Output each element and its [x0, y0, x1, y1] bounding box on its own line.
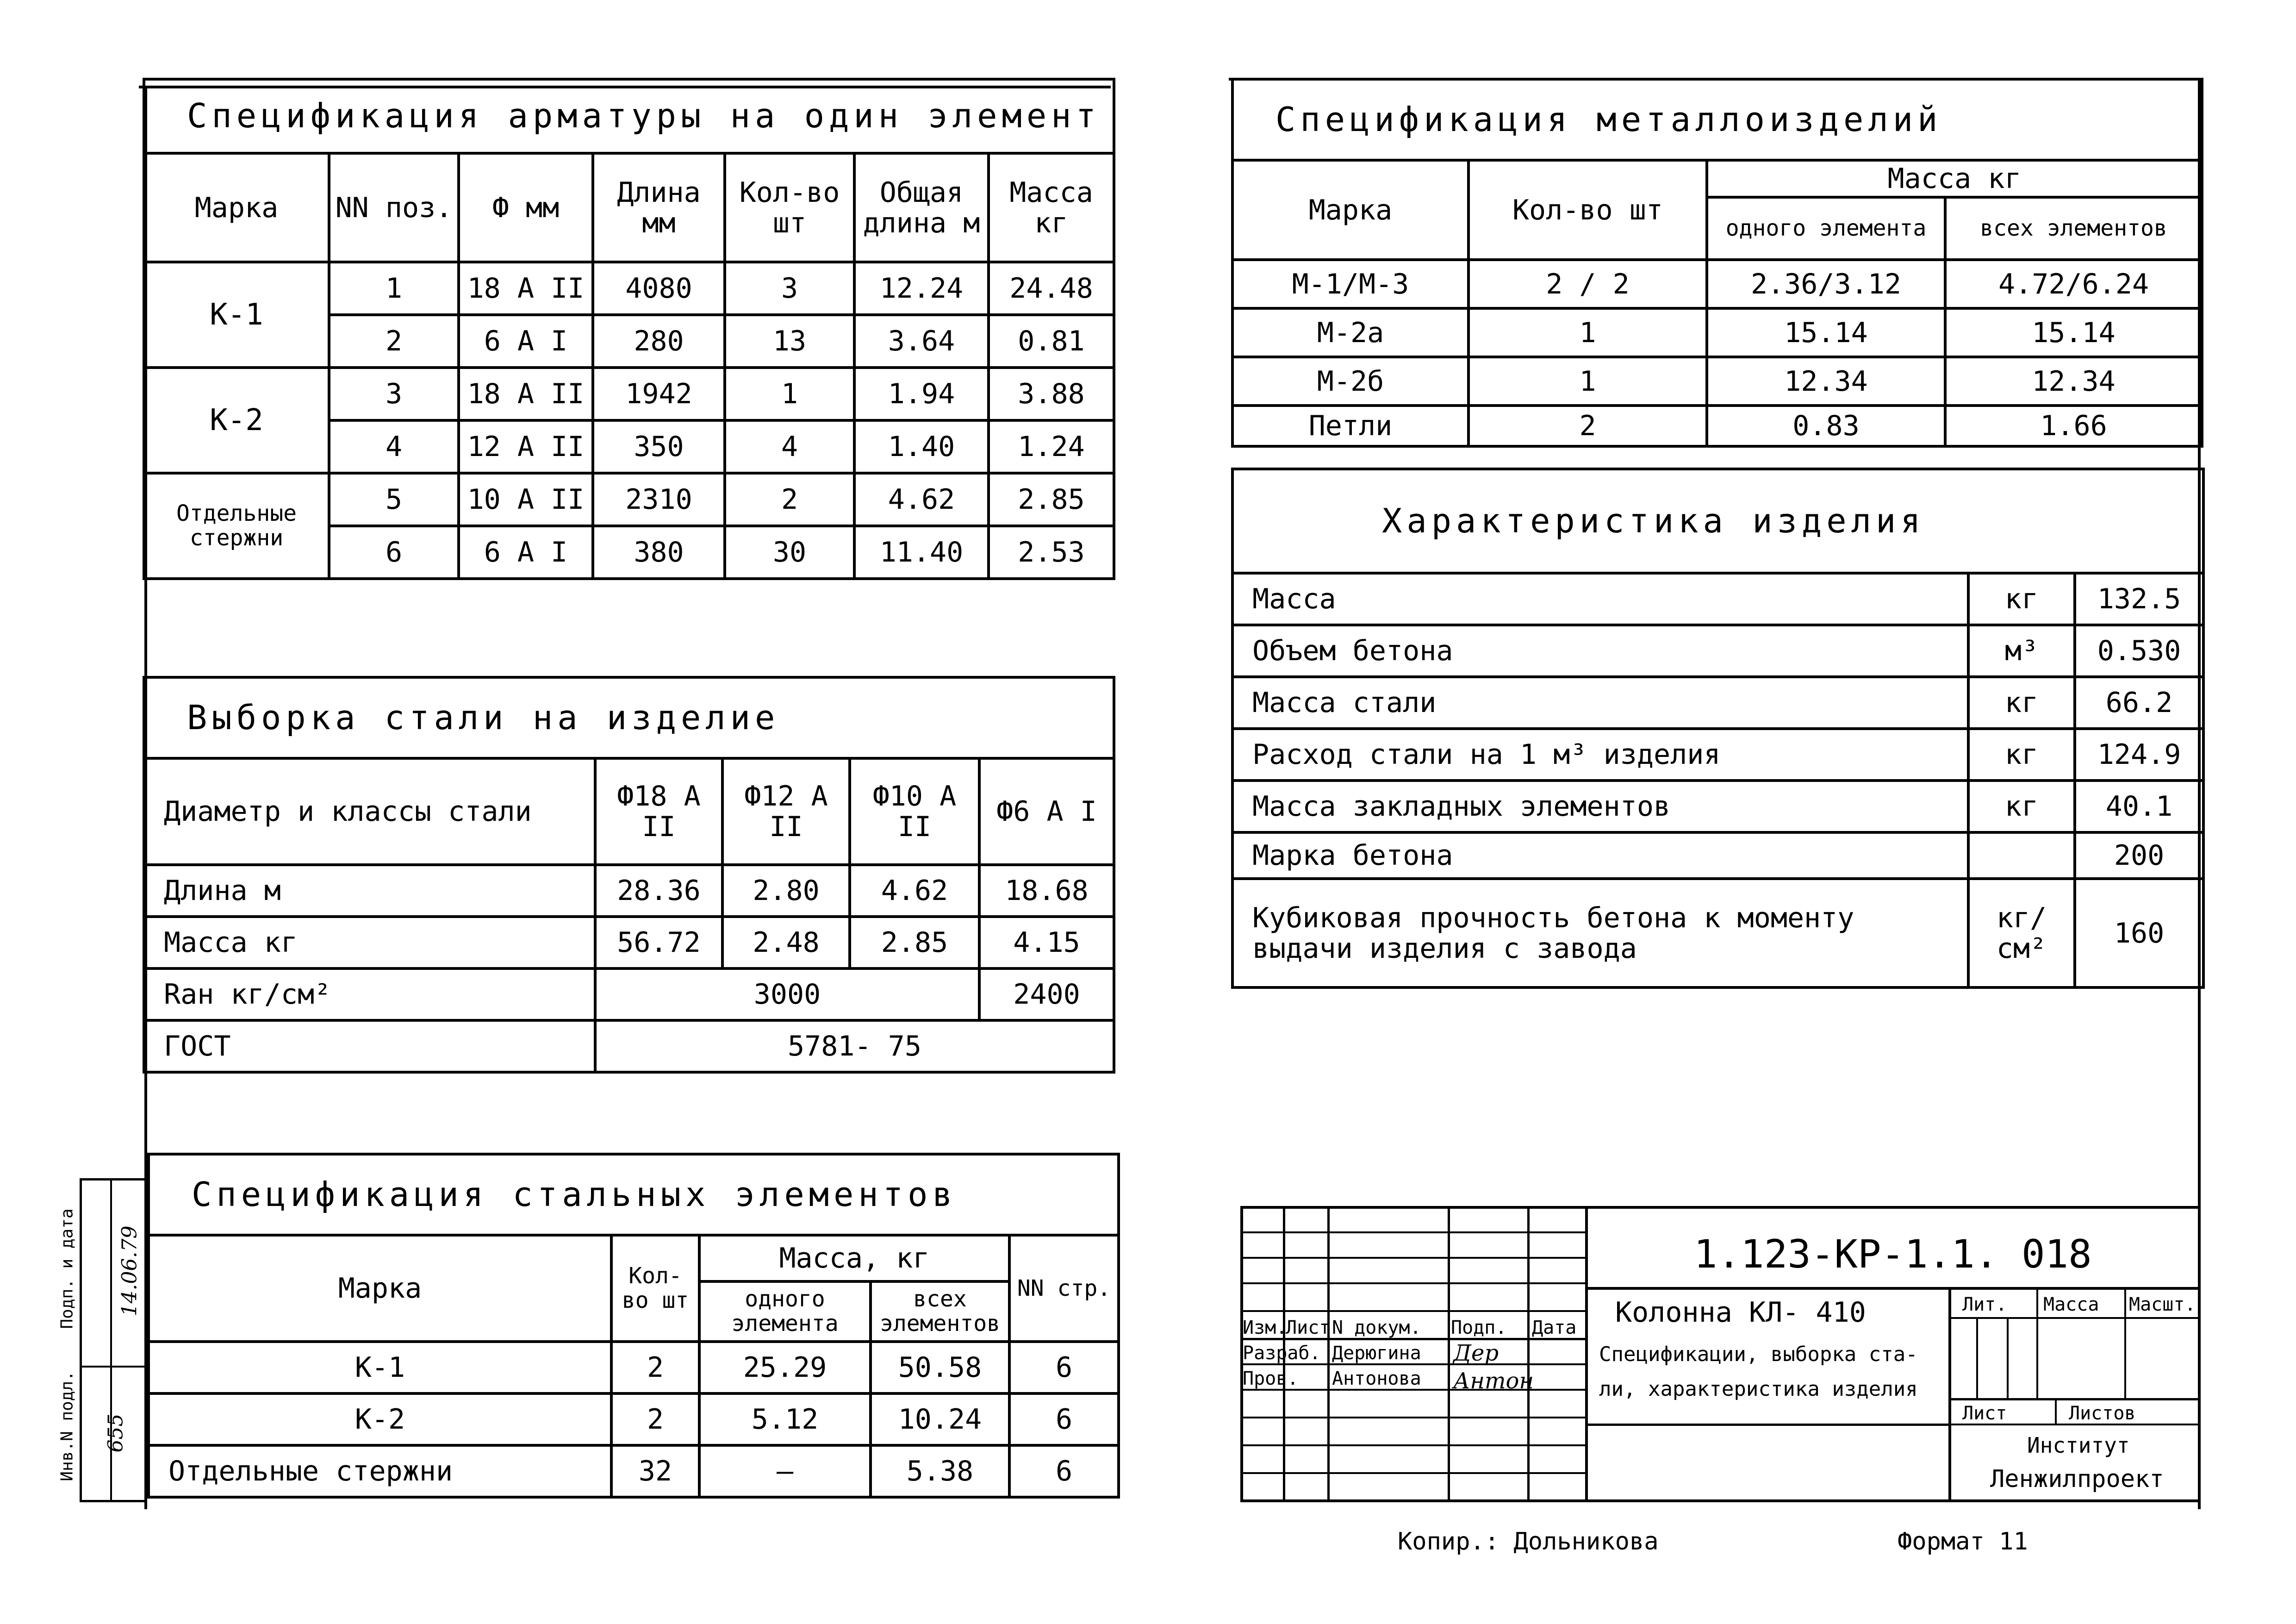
stamp-col-ndok: N докум.: [1332, 1317, 1421, 1338]
metalloizdeliya-title: Спецификация металлоизделий: [1232, 79, 2202, 160]
table-cell: 2: [1468, 406, 1707, 446]
stamp-col-izm: Изм.: [1243, 1317, 1288, 1338]
table-cell: 4: [725, 420, 854, 473]
metalloizdeliya-h-kol: Кол-во шт: [1468, 160, 1707, 260]
table-cell: Расход стали на 1 м³ изделия: [1232, 729, 1968, 781]
table-cell: 10 А II: [459, 473, 593, 526]
stamp-grid-line: [1240, 1417, 1585, 1418]
stamp-lit: Лит.: [1962, 1294, 2007, 1315]
armatura-h-massa: Масса кг: [989, 153, 1114, 262]
table-cell: Масса стали: [1232, 677, 1968, 729]
footer-copy: Копир.: Дольникова: [1398, 1528, 1659, 1555]
table-cell: 66.2: [2075, 677, 2203, 729]
footer-format: Формат 11: [1898, 1528, 2028, 1555]
table-cell: 10.24: [871, 1393, 1009, 1445]
table-cell: М-2б: [1232, 357, 1468, 406]
table-cell: 6: [1009, 1445, 1119, 1497]
vyborka-ra-label: Raн кг/см²: [144, 968, 595, 1020]
table-cell: М-1/М-3: [1232, 260, 1468, 308]
stamp-grid-line: [1948, 1287, 1951, 1502]
table-cell: 11.40: [854, 526, 989, 579]
org-line-1: Институт: [2027, 1433, 2130, 1458]
table-cell: 380: [593, 526, 725, 579]
drawing-code: 1.123-КР-1.1. 018: [1694, 1231, 2092, 1277]
table-cell: 1.94: [854, 368, 989, 420]
stalnye-h-kol: Кол-во шт: [611, 1235, 699, 1342]
table-cell: 160: [2075, 879, 2203, 987]
armatura-marka-otd: Отдельные стержни: [144, 473, 329, 579]
table-cell: 6: [1009, 1393, 1119, 1445]
table-cell: 1.40: [854, 420, 989, 473]
stalnye-h-vseh: всех элементов: [871, 1281, 1009, 1342]
table-cell: 32: [611, 1445, 699, 1497]
stalnye-h-massa: Масса, кг: [699, 1235, 1009, 1281]
table-cell: 1: [1468, 357, 1707, 406]
stamp-col-list: Лист: [1286, 1317, 1331, 1338]
vyborka-gost-value: 5781- 75: [595, 1020, 1114, 1072]
table-cell: 12.34: [1707, 357, 1945, 406]
table-cell: Кубиковая прочность бетона к моменту выдачи изделия с завода: [1232, 879, 1968, 987]
table-cell: 3: [725, 262, 854, 315]
table-cell: 280: [593, 315, 725, 368]
table-cell: Отдельные стержни: [149, 1445, 611, 1497]
table-cell: 3.64: [854, 315, 989, 368]
table-cell: 4080: [593, 262, 725, 315]
table-cell: 2.48: [722, 917, 850, 968]
table-cell: 4.72/6.24: [1945, 260, 2202, 308]
table-cell: 200: [2075, 832, 2203, 879]
stamp-grid-line: [1948, 1398, 2201, 1400]
table-cell: кг: [1968, 573, 2075, 625]
table-cell: 3: [329, 368, 459, 420]
armatura-h-obsh: Общая длина м: [854, 153, 989, 262]
table-cell: Марка бетона: [1232, 832, 1968, 879]
table-cell: 6 А I: [459, 315, 593, 368]
table-cell: Петли: [1232, 406, 1468, 446]
table-cell: 0.81: [989, 315, 1114, 368]
table-cell: 4.15: [979, 917, 1114, 968]
table-cell: Объем бетона: [1232, 625, 1968, 677]
stamp-grid-line: [1240, 1472, 1585, 1474]
table-cell: 30: [725, 526, 854, 579]
table-cell: 124.9: [2075, 729, 2203, 781]
table-cell: кг: [1968, 729, 2075, 781]
table-cell: 6: [329, 526, 459, 579]
table-cell: —: [699, 1445, 871, 1497]
table-cell: 12 А II: [459, 420, 593, 473]
stamp-list: Лист: [1962, 1403, 2007, 1424]
drawing-name-2: Спецификации, выборка ста-: [1599, 1343, 1918, 1366]
table-cell: 5.12: [699, 1393, 871, 1445]
stalnye-h-marka: Марка: [149, 1235, 611, 1342]
stamp-grid-line: [1327, 1206, 1330, 1502]
stamp-grid-line: [1240, 1310, 1585, 1312]
stamp-grid-line: [2036, 1287, 2038, 1398]
armatura-h-dlina: Длина мм: [593, 153, 725, 262]
table-cell: 5.38: [871, 1445, 1009, 1497]
table-cell: 18 А II: [459, 368, 593, 420]
table-cell: 6 А I: [459, 526, 593, 579]
vyborka-ra-value-1: 3000: [595, 968, 979, 1020]
table-cell: кг: [1968, 677, 2075, 729]
table-cell: [1968, 832, 2075, 879]
vyborka-title: Выборка стали на изделие: [144, 677, 1114, 758]
harakteristika-title: Характеристика изделия: [1232, 469, 2203, 573]
table-cell: 56.72: [595, 917, 722, 968]
table-cell: 1942: [593, 368, 725, 420]
table-cell: К-1: [149, 1342, 611, 1393]
stamp-sign-prov: Антон: [1453, 1368, 1534, 1394]
table-cell: 132.5: [2075, 573, 2203, 625]
stamp-sign-razrab: Дер: [1453, 1340, 1499, 1366]
vyborka-ra-value-2: 2400: [979, 968, 1114, 1020]
armatura-h-kol: Кол-во шт: [725, 153, 854, 262]
table-cell: 12.24: [854, 262, 989, 315]
stalnye-title: Спецификация стальных элементов: [149, 1154, 1119, 1235]
table-cell: 40.1: [2075, 781, 2203, 832]
harakteristika-table: [1231, 468, 2205, 989]
table-cell: 15.14: [1707, 308, 1945, 357]
table-cell: 0.83: [1707, 406, 1945, 446]
stamp-razrab-name: Дерюгина: [1332, 1343, 1421, 1364]
stamp-grid-line: [2124, 1287, 2126, 1398]
table-cell: 3.88: [989, 368, 1114, 420]
table-cell: 1: [1468, 308, 1707, 357]
side-podp-value: 14.06.79: [118, 1225, 142, 1317]
stamp-grid-line: [1585, 1424, 1948, 1426]
stamp-massa: Масса: [2043, 1294, 2099, 1315]
vyborka-col-12: Ф12 А II: [722, 758, 850, 865]
table-cell: 2310: [593, 473, 725, 526]
stalnye-table: [147, 1153, 1120, 1499]
armatura-marka-k2: К-2: [144, 368, 329, 473]
table-cell: 15.14: [1945, 308, 2202, 357]
stamp-col-podp: Подп.: [1451, 1317, 1507, 1338]
table-cell: Масса: [1232, 573, 1968, 625]
table-cell: 5: [329, 473, 459, 526]
stamp-listov: Листов: [2069, 1403, 2136, 1424]
table-cell: М-2а: [1232, 308, 1468, 357]
stamp-divider: [1585, 1206, 1588, 1502]
table-cell: 12.34: [1945, 357, 2202, 406]
stamp-grid-line: [1240, 1231, 1585, 1233]
stamp-grid-line: [1448, 1206, 1450, 1502]
table-cell: 4: [329, 420, 459, 473]
stamp-grid-line: [1976, 1317, 1978, 1398]
table-cell: 25.29: [699, 1342, 871, 1393]
metalloizdeliya-h-vseh: всех элементов: [1945, 197, 2202, 260]
side-podp-label: Подп. и дата: [57, 1208, 77, 1329]
armatura-h-diam: Ф мм: [459, 153, 593, 262]
table-cell: 13: [725, 315, 854, 368]
table-cell: кг: [1968, 781, 2075, 832]
vyborka-col-6: Ф6 А I: [979, 758, 1114, 865]
table-cell: 1: [725, 368, 854, 420]
table-cell: 2.85: [989, 473, 1114, 526]
vyborka-table: [143, 676, 1115, 1074]
stamp-grid-line: [1527, 1206, 1530, 1502]
stamp-grid-line: [2007, 1317, 2009, 1398]
stalnye-h-odnogo: одного элемента: [699, 1281, 871, 1342]
table-cell: 18.68: [979, 865, 1114, 917]
armatura-table: [143, 78, 1115, 580]
table-cell: 350: [593, 420, 725, 473]
table-cell: 2: [725, 473, 854, 526]
vyborka-dlina-label: Длина м: [144, 865, 595, 917]
table-cell: кг/см²: [1968, 879, 2075, 987]
metalloizdeliya-table: [1231, 78, 2203, 448]
table-cell: 4.62: [850, 865, 979, 917]
table-cell: 0.530: [2075, 625, 2203, 677]
stamp-grid-line: [1948, 1317, 2201, 1319]
stamp-prov-name: Антонова: [1332, 1368, 1421, 1389]
stamp-masshtab: Масшт.: [2129, 1294, 2196, 1315]
vyborka-gost-label: ГОСТ: [144, 1020, 595, 1072]
table-cell: 1: [329, 262, 459, 315]
table-cell: 2.85: [850, 917, 979, 968]
metalloizdeliya-h-odnogo: одного элемента: [1707, 197, 1945, 260]
metalloizdeliya-h-marka: Марка: [1232, 160, 1468, 260]
table-cell: 1.24: [989, 420, 1114, 473]
table-cell: 2.80: [722, 865, 850, 917]
stamp-grid-line: [2055, 1400, 2057, 1424]
vyborka-col-18: Ф18 А II: [595, 758, 722, 865]
table-cell: 4.62: [854, 473, 989, 526]
table-cell: 2: [611, 1393, 699, 1445]
vyborka-row-header: Диаметр и классы стали: [144, 758, 595, 865]
table-cell: 50.58: [871, 1342, 1009, 1393]
table-cell: Масса закладных элементов: [1232, 781, 1968, 832]
table-cell: м³: [1968, 625, 2075, 677]
table-cell: 2 / 2: [1468, 260, 1707, 308]
table-cell: 6: [1009, 1342, 1119, 1393]
table-cell: 1.66: [1945, 406, 2202, 446]
table-cell: К-2: [149, 1393, 611, 1445]
stalnye-h-str: NN стр.: [1009, 1235, 1119, 1342]
org-line-2: Ленжилпроект: [1990, 1465, 2164, 1493]
armatura-h-poz: NN поз.: [329, 153, 459, 262]
armatura-h-marka: Марка: [144, 153, 329, 262]
table-cell: 2: [611, 1342, 699, 1393]
vyborka-col-10: Ф10 А II: [850, 758, 979, 865]
vyborka-massa-label: Масса кг: [144, 917, 595, 968]
table-cell: 2.36/3.12: [1707, 260, 1945, 308]
table-cell: 24.48: [989, 262, 1114, 315]
stamp-col-data: Дата: [1532, 1317, 1577, 1338]
table-cell: 2.53: [989, 526, 1114, 579]
side-strip-line: [80, 1366, 147, 1368]
stamp-grid-line: [1240, 1444, 1585, 1446]
drawing-name-1: Колонна КЛ- 410: [1615, 1296, 1866, 1329]
stamp-grid-line: [1585, 1287, 2201, 1290]
stamp-razrab-label: Разраб.: [1243, 1343, 1321, 1364]
table-cell: 2: [329, 315, 459, 368]
armatura-marka-k1: К-1: [144, 262, 329, 368]
metalloizdeliya-h-massa: Масса кг: [1707, 160, 2202, 197]
stamp-grid-line: [1240, 1282, 1585, 1284]
side-inv-value: 655: [104, 1413, 128, 1453]
side-inv-label: Инв.N подл.: [57, 1371, 77, 1481]
stamp-prov-label: Пров.: [1243, 1368, 1299, 1389]
drawing-name-3: ли, характеристика изделия: [1599, 1377, 1918, 1401]
table-cell: 28.36: [595, 865, 722, 917]
stamp-grid-line: [1240, 1257, 1585, 1259]
armatura-title: Спецификация арматуры на один элемент: [144, 79, 1114, 153]
table-cell: 18 А II: [459, 262, 593, 315]
